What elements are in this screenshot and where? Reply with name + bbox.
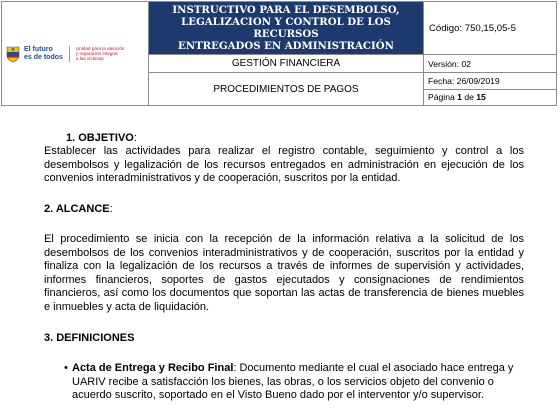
logo-sub-text (76, 46, 125, 62)
section-heading-objetivo (66, 132, 137, 144)
definition-text: : Documento mediante el cual el asociado hace entrega y UARIV recibe a satisfacción los bienes, las obras, o los servicios objeto del convenio o acuerdo suscrito, soportado en el Visto Bueno dado por el interventor y/o supervisor. (72, 362, 514, 401)
section-heading-definiciones: 3. DEFINICIONES (44, 332, 135, 344)
page-prefix: Página (428, 92, 458, 102)
document-version: Versión: 02 (424, 55, 557, 73)
logo-cell (2, 2, 149, 106)
page-indicator (424, 90, 556, 105)
title-line-1: INSTRUCTIVO PARA EL DESEMBOLSO, (172, 4, 400, 16)
section-heading-alcance (44, 203, 113, 215)
document-header (1, 1, 557, 106)
document-date: Fecha: 26/09/2019 (424, 73, 556, 90)
page-total: 15 (476, 92, 486, 102)
heading-text: 1. OBJETIVO (66, 132, 134, 144)
date-page-cell (424, 73, 557, 106)
heading-colon: : (133, 132, 137, 144)
document-title (149, 2, 424, 55)
logo-divider (69, 46, 70, 62)
heading-colon: : (109, 203, 113, 215)
document-code: Código: 750,15,05-5 (424, 2, 557, 55)
area-name: GESTIÓN FINANCIERA (149, 55, 424, 73)
logo-sub-3: a las víctimas (75, 56, 104, 62)
procedure-name: PROCEDIMIENTOS DE PAGOS (149, 73, 424, 106)
title-line-2: LEGALIZACION Y CONTROL DE LOS RECURSOS (181, 16, 391, 40)
bullet-icon: • (64, 362, 68, 374)
page-separator: de (461, 92, 477, 102)
definition-item (72, 362, 530, 403)
entity-logo (6, 45, 144, 63)
logo-sub-2: y reparación integral (75, 50, 118, 56)
coat-of-arms-icon (6, 45, 20, 63)
logo-sub-1: Unidad para la atención (75, 45, 125, 51)
logo-line-1: El futuro (24, 45, 53, 53)
page-number: 1 (457, 92, 462, 102)
definition-term: Acta de Entrega y Recibo Final (72, 362, 234, 374)
title-line-3: ENTREGADOS EN ADMINISTRACIÓN (178, 40, 394, 52)
logo-main-text (24, 46, 63, 62)
alcance-paragraph: El procedimiento se inicia con la recepción de la información relativa a la solicitud de los desembolsos de los convenios interadministrativos y de cooperación, suscritos por la entidad y finaliza con la legalización de los recursos a través de informes de supervisión y actividades, informes financieros, soportes de gastos ejecutados y consignaciones de rendimientos financieros, así como los documentos que soportan las actas de transferencia de bienes muebles e inmuebles y acta de liquidación. (44, 233, 524, 313)
heading-text: 2. ALCANCE (44, 203, 110, 215)
logo-line-2: es de todos (24, 53, 63, 61)
objetivo-paragraph: Establecer las actividades para realizar el registro contable, seguimiento y control a los desembolsos y legalización de los recursos entregados en administración en ejecución de los convenios interadministrativos y de cooperación, suscritos por la entidad. (44, 145, 524, 184)
